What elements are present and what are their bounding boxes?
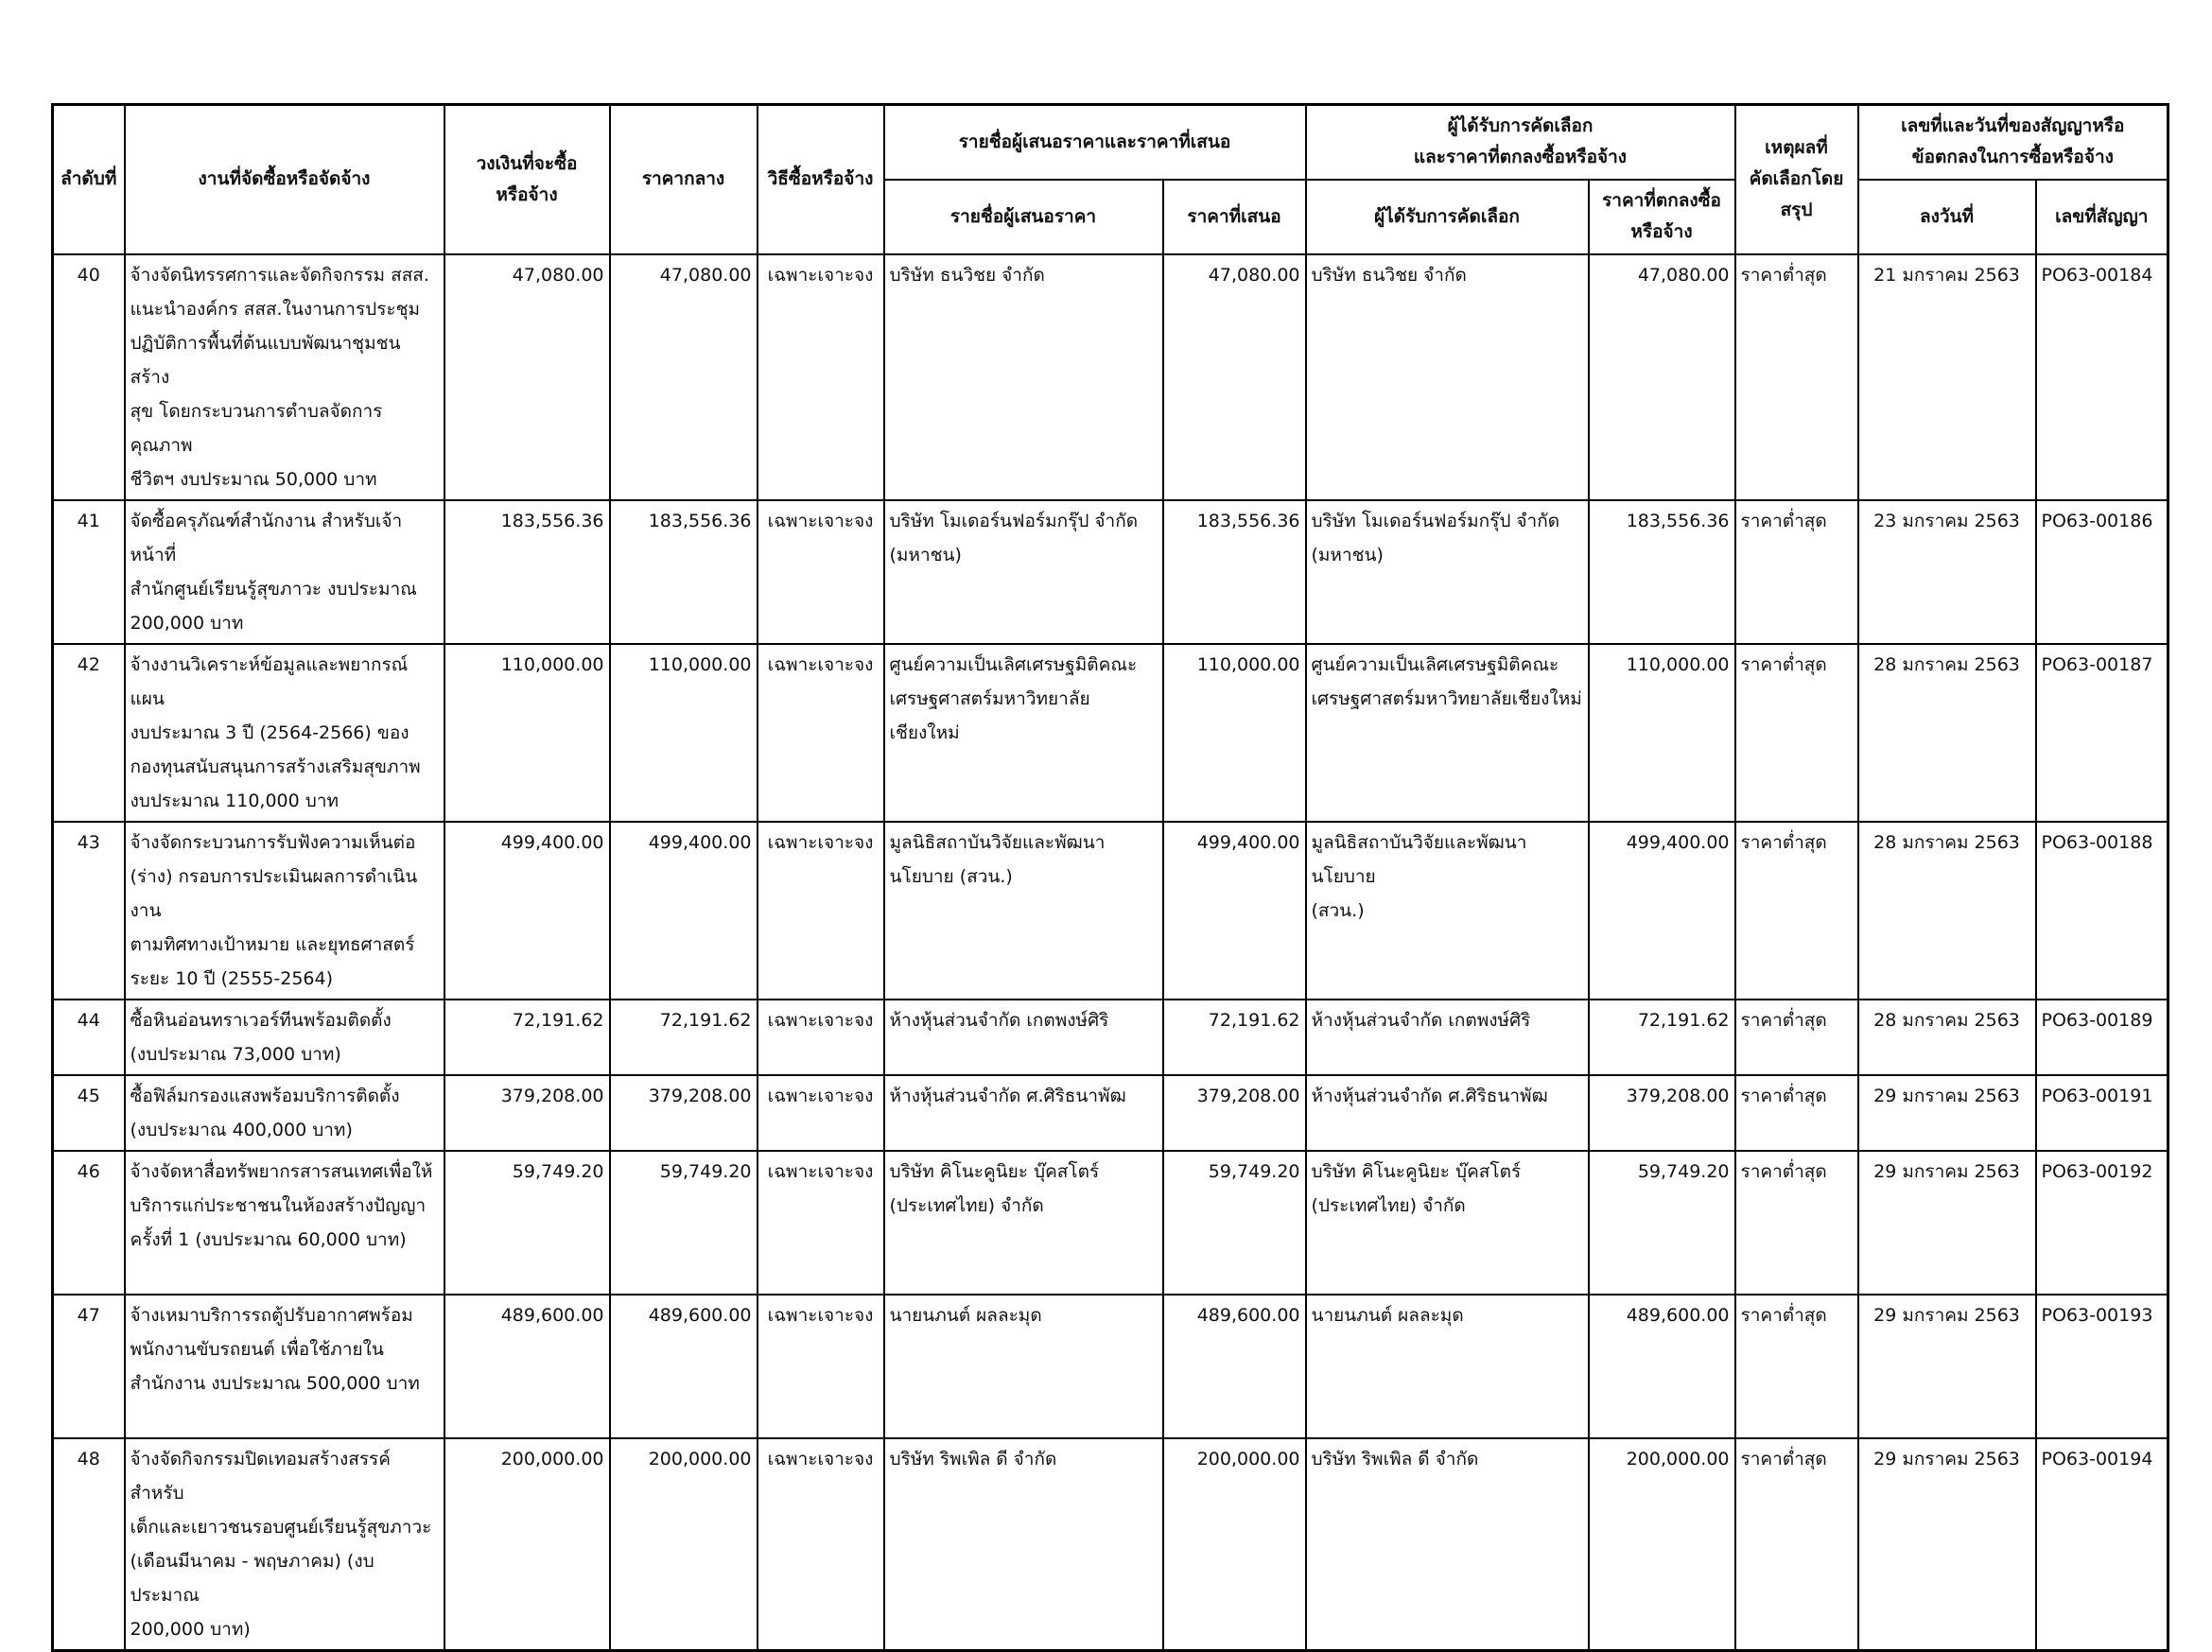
cell-bidder: บริษัท คิโนะคูนิยะ บุ๊คสโตร์ (ประเทศไทย) จำกัด — [884, 1151, 1163, 1295]
table-body — [53, 254, 2168, 1651]
procurement-report-page — [51, 103, 2167, 1652]
cell-bid-price: 59,749.20 — [1163, 1151, 1306, 1295]
cell-bidder: ห้างหุ้นส่วนจำกัด เกตพงษ์ศิริ — [884, 1000, 1163, 1075]
procurement-table — [51, 103, 2169, 1652]
cell-budget: 59,749.20 — [444, 1151, 610, 1295]
cell-agreed-price: 72,191.62 — [1589, 1000, 1735, 1075]
cell-date: 28 มกราคม 2563 — [1858, 1000, 2036, 1075]
header-reason: เหตุผลที่ คัดเลือกโดย สรุป — [1735, 105, 1858, 254]
cell-agreed-price: 47,080.00 — [1589, 254, 1735, 500]
cell-reason: ราคาต่ำสุด — [1735, 254, 1858, 500]
cell-selected: บริษัท คิโนะคูนิยะ บุ๊คสโตร์ (ประเทศไทย) จำกัด — [1306, 1151, 1589, 1295]
header-work: งานที่จัดซื้อหรือจัดจ้าง — [125, 105, 444, 254]
cell-median-price: 110,000.00 — [610, 644, 758, 822]
cell-work: จ้างเหมาบริการรถตู้ปรับอากาศพร้อม พนักงานขับรถยนต์ เพื่อใช้ภายใน สำนักงาน งบประมาณ 500,000 บาท — [125, 1295, 444, 1438]
cell-date: 29 มกราคม 2563 — [1858, 1438, 2036, 1651]
cell-selected: ศูนย์ความเป็นเลิศเศรษฐมิติคณะ เศรษฐศาสตร์มหาวิทยาลัยเชียงใหม่ — [1306, 644, 1589, 822]
cell-selected: ห้างหุ้นส่วนจำกัด ศ.ศิริธนาพัฒ — [1306, 1075, 1589, 1151]
cell-bid-price: 489,600.00 — [1163, 1295, 1306, 1438]
cell-method: เฉพาะเจาะจง — [758, 500, 884, 644]
cell-method: เฉพาะเจาะจง — [758, 1151, 884, 1295]
cell-bid-price: 183,556.36 — [1163, 500, 1306, 644]
cell-selected: ห้างหุ้นส่วนจำกัด เกตพงษ์ศิริ — [1306, 1000, 1589, 1075]
cell-bid-price: 72,191.62 — [1163, 1000, 1306, 1075]
cell-reason: ราคาต่ำสุด — [1735, 822, 1858, 1000]
cell-reason: ราคาต่ำสุด — [1735, 644, 1858, 822]
cell-selected: นายนภนต์ ผลละมุด — [1306, 1295, 1589, 1438]
cell-date: 28 มกราคม 2563 — [1858, 822, 2036, 1000]
cell-agreed-price: 59,749.20 — [1589, 1151, 1735, 1295]
cell-date: 29 มกราคม 2563 — [1858, 1295, 2036, 1438]
cell-date: 29 มกราคม 2563 — [1858, 1075, 2036, 1151]
cell-agreed-price: 489,600.00 — [1589, 1295, 1735, 1438]
cell-work: ซื้อหินอ่อนทราเวอร์ทีนพร้อมติดตั้ง (งบประมาณ 73,000 บาท) — [125, 1000, 444, 1075]
header-selected-name: ผู้ได้รับการคัดเลือก — [1306, 180, 1589, 254]
cell-work: ซื้อฟิล์มกรองแสงพร้อมบริการติดตั้ง (งบประมาณ 400,000 บาท) — [125, 1075, 444, 1151]
cell-no: 44 — [53, 1000, 125, 1075]
cell-no: 45 — [53, 1075, 125, 1151]
cell-bidder: ห้างหุ้นส่วนจำกัด ศ.ศิริธนาพัฒ — [884, 1075, 1163, 1151]
header-agreed-price: ราคาที่ตกลงซื้อ หรือจ้าง — [1589, 180, 1735, 254]
cell-date: 28 มกราคม 2563 — [1858, 644, 2036, 822]
header-median-price: ราคากลาง — [610, 105, 758, 254]
header-bidders-group: รายชื่อผู้เสนอราคาและราคาที่เสนอ — [884, 105, 1306, 180]
cell-contract-no: PO63-00188 — [2036, 822, 2168, 1000]
cell-contract-no: PO63-00194 — [2036, 1438, 2168, 1651]
cell-reason: ราคาต่ำสุด — [1735, 1151, 1858, 1295]
cell-date: 21 มกราคม 2563 — [1858, 254, 2036, 500]
cell-no: 46 — [53, 1151, 125, 1295]
cell-bidder: นายนภนต์ ผลละมุด — [884, 1295, 1163, 1438]
table-row — [53, 1000, 2168, 1075]
cell-bid-price: 47,080.00 — [1163, 254, 1306, 500]
cell-contract-no: PO63-00193 — [2036, 1295, 2168, 1438]
table-row — [53, 1295, 2168, 1438]
cell-bid-price: 379,208.00 — [1163, 1075, 1306, 1151]
cell-contract-no: PO63-00192 — [2036, 1151, 2168, 1295]
cell-budget: 379,208.00 — [444, 1075, 610, 1151]
cell-method: เฉพาะเจาะจง — [758, 1295, 884, 1438]
cell-budget: 183,556.36 — [444, 500, 610, 644]
cell-selected: บริษัท ริพเพิล ดี จำกัด — [1306, 1438, 1589, 1651]
cell-no: 48 — [53, 1438, 125, 1651]
cell-bidder: ศูนย์ความเป็นเลิศเศรษฐมิติคณะ เศรษฐศาสตร์มหาวิทยาลัยเชียงใหม่ — [884, 644, 1163, 822]
cell-median-price: 59,749.20 — [610, 1151, 758, 1295]
header-bid-price: ราคาที่เสนอ — [1163, 180, 1306, 254]
cell-reason: ราคาต่ำสุด — [1735, 1295, 1858, 1438]
cell-median-price: 183,556.36 — [610, 500, 758, 644]
cell-no: 43 — [53, 822, 125, 1000]
cell-no: 41 — [53, 500, 125, 644]
cell-selected: บริษัท โมเดอร์นฟอร์มกรุ๊ป จำกัด (มหาชน) — [1306, 500, 1589, 644]
cell-method: เฉพาะเจาะจง — [758, 1000, 884, 1075]
cell-median-price: 499,400.00 — [610, 822, 758, 1000]
cell-method: เฉพาะเจาะจง — [758, 1075, 884, 1151]
cell-contract-no: PO63-00184 — [2036, 254, 2168, 500]
cell-budget: 110,000.00 — [444, 644, 610, 822]
header-contract-group: เลขที่และวันที่ของสัญญาหรือ ข้อตกลงในการซื้อหรือจ้าง — [1858, 105, 2168, 180]
header-budget: วงเงินที่จะซื้อ หรือจ้าง — [444, 105, 610, 254]
header-date: ลงวันที่ — [1858, 180, 2036, 254]
cell-work: จ้างจัดกิจกรรมปิดเทอมสร้างสรรค์สำหรับ เด็กและเยาวชนรอบศูนย์เรียนรู้สุขภาวะ (เดือนมีนาคม - พฤษภาคม) (งบประมาณ 200,000 บาท) — [125, 1438, 444, 1651]
cell-method: เฉพาะเจาะจง — [758, 644, 884, 822]
header-method: วิธีซื้อหรือจ้าง — [758, 105, 884, 254]
cell-budget: 489,600.00 — [444, 1295, 610, 1438]
cell-work: จ้างจัดนิทรรศการและจัดกิจกรรม สสส. แนะนำองค์กร สสส.ในงานการประชุม ปฏิบัติการพื้นที่ต้นแบบพัฒนาชุมชนสร้าง สุข โดยกระบวนการตำบลจัดการคุณภาพ ชีวิตฯ งบประมาณ 50,000 บาท — [125, 254, 444, 500]
cell-date: 29 มกราคม 2563 — [1858, 1151, 2036, 1295]
cell-bidder: มูลนิธิสถาบันวิจัยและพัฒนา นโยบาย (สวน.) — [884, 822, 1163, 1000]
cell-work: จ้างจัดกระบวนการรับฟังความเห็นต่อ (ร่าง) กรอบการประเมินผลการดำเนินงาน ตามทิศทางเป้าหมาย และยุทธศาสตร์ ระยะ 10 ปี (2555-2564) — [125, 822, 444, 1000]
table-row — [53, 1075, 2168, 1151]
cell-bid-price: 499,400.00 — [1163, 822, 1306, 1000]
cell-no: 47 — [53, 1295, 125, 1438]
cell-method: เฉพาะเจาะจง — [758, 822, 884, 1000]
table-row — [53, 1438, 2168, 1651]
cell-method: เฉพาะเจาะจง — [758, 254, 884, 500]
table-row — [53, 822, 2168, 1000]
cell-selected: บริษัท ธนวิชย จำกัด — [1306, 254, 1589, 500]
cell-agreed-price: 183,556.36 — [1589, 500, 1735, 644]
table-row — [53, 644, 2168, 822]
cell-reason: ราคาต่ำสุด — [1735, 1000, 1858, 1075]
cell-contract-no: PO63-00189 — [2036, 1000, 2168, 1075]
cell-reason: ราคาต่ำสุด — [1735, 1438, 1858, 1651]
cell-agreed-price: 110,000.00 — [1589, 644, 1735, 822]
cell-agreed-price: 499,400.00 — [1589, 822, 1735, 1000]
cell-reason: ราคาต่ำสุด — [1735, 1075, 1858, 1151]
cell-date: 23 มกราคม 2563 — [1858, 500, 2036, 644]
cell-no: 42 — [53, 644, 125, 822]
cell-median-price: 200,000.00 — [610, 1438, 758, 1651]
cell-work: จ้างงานวิเคราะห์ข้อมูลและพยากรณ์แผน งบประมาณ 3 ปี (2564-2566) ของ กองทุนสนับสนุนการสร้างเสริมสุขภาพ งบประมาณ 110,000 บาท — [125, 644, 444, 822]
cell-no: 40 — [53, 254, 125, 500]
cell-bidder: บริษัท ริพเพิล ดี จำกัด — [884, 1438, 1163, 1651]
cell-agreed-price: 200,000.00 — [1589, 1438, 1735, 1651]
cell-bid-price: 200,000.00 — [1163, 1438, 1306, 1651]
cell-contract-no: PO63-00191 — [2036, 1075, 2168, 1151]
cell-bidder: บริษัท ธนวิชย จำกัด — [884, 254, 1163, 500]
cell-median-price: 379,208.00 — [610, 1075, 758, 1151]
cell-method: เฉพาะเจาะจง — [758, 1438, 884, 1651]
table-row — [53, 254, 2168, 500]
cell-median-price: 47,080.00 — [610, 254, 758, 500]
header-contract-no: เลขที่สัญญา — [2036, 180, 2168, 254]
cell-median-price: 489,600.00 — [610, 1295, 758, 1438]
table-row — [53, 1151, 2168, 1295]
cell-budget: 499,400.00 — [444, 822, 610, 1000]
cell-work: จัดซื้อครุภัณฑ์สำนักงาน สำหรับเจ้าหน้าที่ สำนักศูนย์เรียนรู้สุขภาวะ งบประมาณ 200,000 บาท — [125, 500, 444, 644]
table-header — [53, 105, 2168, 254]
header-selected-group: ผู้ได้รับการคัดเลือก และราคาที่ตกลงซื้อหรือจ้าง — [1306, 105, 1735, 180]
cell-budget: 47,080.00 — [444, 254, 610, 500]
header-bidder-name: รายชื่อผู้เสนอราคา — [884, 180, 1163, 254]
cell-work: จ้างจัดหาสื่อทรัพยากรสารสนเทศเพื่อให้ บริการแก่ประชาชนในห้องสร้างปัญญา ครั้งที่ 1 (งบประมาณ 60,000 บาท) — [125, 1151, 444, 1295]
cell-budget: 200,000.00 — [444, 1438, 610, 1651]
cell-bidder: บริษัท โมเดอร์นฟอร์มกรุ๊ป จำกัด (มหาชน) — [884, 500, 1163, 644]
cell-median-price: 72,191.62 — [610, 1000, 758, 1075]
header-no: ลำดับที่ — [53, 105, 125, 254]
cell-agreed-price: 379,208.00 — [1589, 1075, 1735, 1151]
cell-contract-no: PO63-00187 — [2036, 644, 2168, 822]
table-row — [53, 500, 2168, 644]
cell-reason: ราคาต่ำสุด — [1735, 500, 1858, 644]
cell-contract-no: PO63-00186 — [2036, 500, 2168, 644]
cell-bid-price: 110,000.00 — [1163, 644, 1306, 822]
cell-budget: 72,191.62 — [444, 1000, 610, 1075]
cell-selected: มูลนิธิสถาบันวิจัยและพัฒนานโยบาย (สวน.) — [1306, 822, 1589, 1000]
